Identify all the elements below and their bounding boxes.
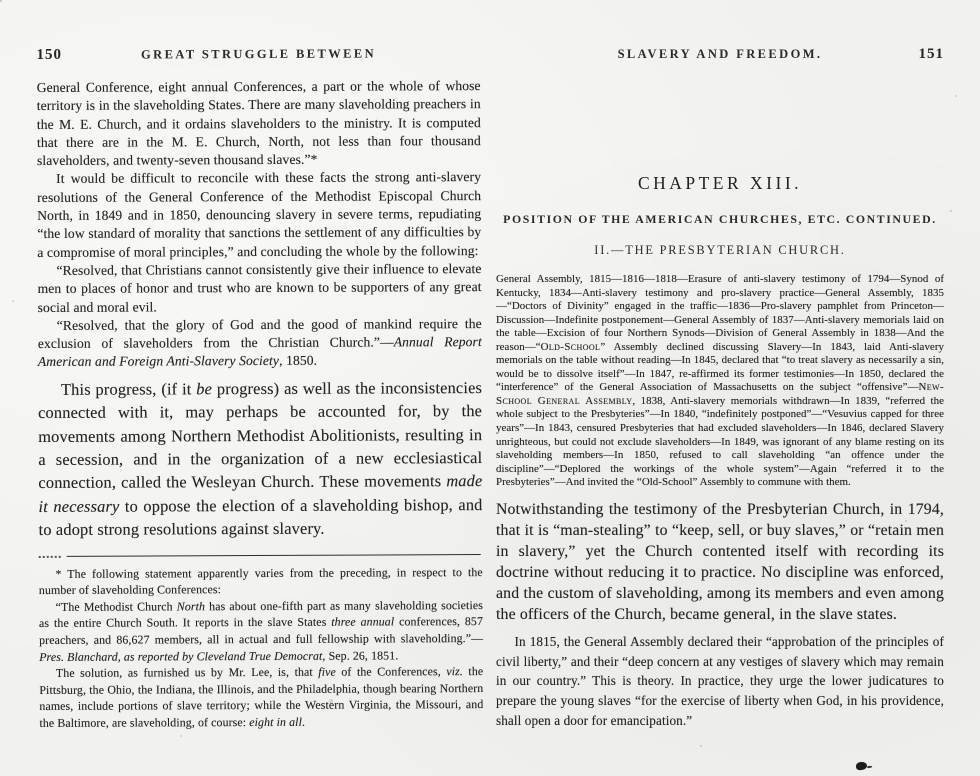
running-header-right bbox=[496, 46, 944, 63]
paragraph-1815-assembly: In 1815, the General Assembly declared their “approbation of the principles of civil liberty,” and their “deep concern at any vestiges of slavery which may remain in our country.” This is theory. In practice, they urge the lower judicatures to prepare the young slaves “for the exercise of liberty when God, in his providence, shall open a door for emancipation.” bbox=[496, 633, 944, 728]
paragraph-this-progress: This progress, (if it be progress) as well as the inconsistencies connected with it, may perhaps be accounted for, by the movements among Northern Methodist Abolitionists, resulting in a secession, and in the organization of a new ecclesiastical connection, called the Wesleyan Church. These movements made it necessary to oppose the election of a slaveholding bishop, and to adopt strong resolutions against slavery. bbox=[38, 377, 483, 540]
footnote-rule-dashes bbox=[39, 555, 61, 557]
paragraph-notwithstanding: Notwithstanding the testimony of the Presbyterian Church, in 1794, that it is “man-stealing” to “keep, sell, or buy slaves,” or “retain men in slavery,” yet the Church contented itself with recording its doctrine without reducing it to practice. No discipline was enforced, and the custom of slaveholding, among its members and even among the officers of the Church, became general, in the slave states. bbox=[496, 500, 944, 623]
ink-blot-artifact bbox=[855, 761, 867, 770]
page-number-left: 150 bbox=[36, 46, 63, 63]
running-head-left: GREAT STRUGGLE BETWEEN bbox=[140, 46, 377, 62]
page-150 bbox=[37, 45, 484, 731]
scan-speckles bbox=[0, 0, 2, 2]
paragraph-resolved-second: “Resolved, that the glory of God and the good of mankind require the exclusion of slaveholders from the Christian Church.”—Annual Report American and Foreign Anti-Slavery Society, 1850. bbox=[37, 315, 482, 370]
footnote-blanchard-quote: “The Methodist Church North has about one-fifth part as many slaveholding societies as the entire Church South. It reports in the slave States three annual conferences, 857 preachers, and 86,627 members, all in actual and full fellowship with slaveholding.”—Pres. Blanchard, as reported by Cleveland True Democrat, Sep. 26, 1851. bbox=[38, 597, 484, 664]
footnote-solution: The solution, as furnished us by Mr. Lee, is, that five of the Conferences, viz. the Pittsburg, the Ohio, the Indiana, the Illinois, and the Philadelphia, though bearing Northern names, include portions of slave territory; while the Western Virginia, the Missouri, and the Baltimore, are slaveholding, of course: eight in all. bbox=[39, 664, 484, 730]
paragraph-difficult-to-reconcile: It would be difficult to reconcile with these facts the strong anti-slavery resolutions of the General Conference of the Methodist Episcopal Church North, in 1849 and in 1850, denouncing slavery in severe terms, repudiating “the low standard of morality that sanctions the settlement of any difficulties by a compromise of moral principles,” and concluding the whole by the following: bbox=[37, 169, 482, 260]
running-head-right: SLAVERY AND FREEDOM. bbox=[617, 47, 823, 61]
footnote-statement: * The following statement apparently varies from the preceding, in respect to the number of slaveholding Conferences: bbox=[38, 564, 483, 598]
footnote-separator bbox=[39, 550, 483, 560]
section-heading: II.—THE PRESBYTERIAN CHURCH. bbox=[594, 243, 846, 257]
footnote-rule-line bbox=[67, 554, 481, 557]
page-number-right: 151 bbox=[918, 46, 944, 62]
page-151 bbox=[496, 46, 944, 731]
paragraph-resolved-first: “Resolved, that Christians cannot consistently give their influence to elevate men to places of honor and trust who are known to be supporters of any great social and moral evil. bbox=[37, 261, 482, 315]
body-text-right bbox=[496, 499, 944, 731]
body-text-left bbox=[37, 77, 483, 542]
paragraph-conferences: General Conference, eight annual Conferences, a part or the whole of whose territory is in the slaveholding States. There are many slaveholding preachers in the M. E. Church, and it ordains slaveholders to the ministry. It is computed that there are in the M. E. Church, North, not less than four thousand slaveholders, and twenty-seven thousand slaves.”* bbox=[36, 78, 481, 169]
chapter-heading: CHAPTER XIII. bbox=[637, 173, 803, 193]
chapter-synopsis: General Assembly, 1815—1816—1818—Erasure of anti-slavery testimony of 1794—Synod of Kentucky, 1834—Anti-slavery testimony and pro-slavery practice—General Assembly, 1835—“Doctors of Divinity” engaged in the traffic—1836—Pro-slavery pamphlet from Princeton—Discussion—Indefinite postponement—General Assembly of 1837—Anti-slavery memorials laid on the table—Excision of four Northern Synods—Division of General Assembly in 1838—And the reason—“Old-School” Assembly declined discussing Slavery—In 1843, laid Anti-slavery memorials on the table without reading—In 1845, declared that “to treat slavery as necessarily a sin, would be to dissolve itself”—In 1847, re-affirmed its former testimonies—In 1850, declared the “interference” of the General Association of Massachusetts on the subject “offensive”—New-School General Assembly, 1838, Anti-slavery memorials withdrawn—In 1839, “referred the whole subject to the Presbyteries”—In 1840, “indefinitely postponed”—“Vesuvius capped for three years”—In 1843, censured Presbyteries that had excluded slaveholders—In 1846, declared Slavery unrighteous, but could not exclude slaveholders—In 1849, was ignorant of any blame resting on its slaveholding members—In 1850, refused to call slaveholding “an offence under the discipline”—“Deplored the workings of the whole system”—Again “referred it to the Presbyteries”—And invited the “Old-School” Assembly to commune with them. bbox=[496, 273, 944, 489]
running-header-left bbox=[37, 45, 481, 64]
chapter-subtitle: POSITION OF THE AMERICAN CHURCHES, ETC. CONTINUED. bbox=[503, 212, 937, 226]
footnotes-left bbox=[39, 564, 484, 732]
chapter-synopsis-block bbox=[496, 273, 944, 490]
